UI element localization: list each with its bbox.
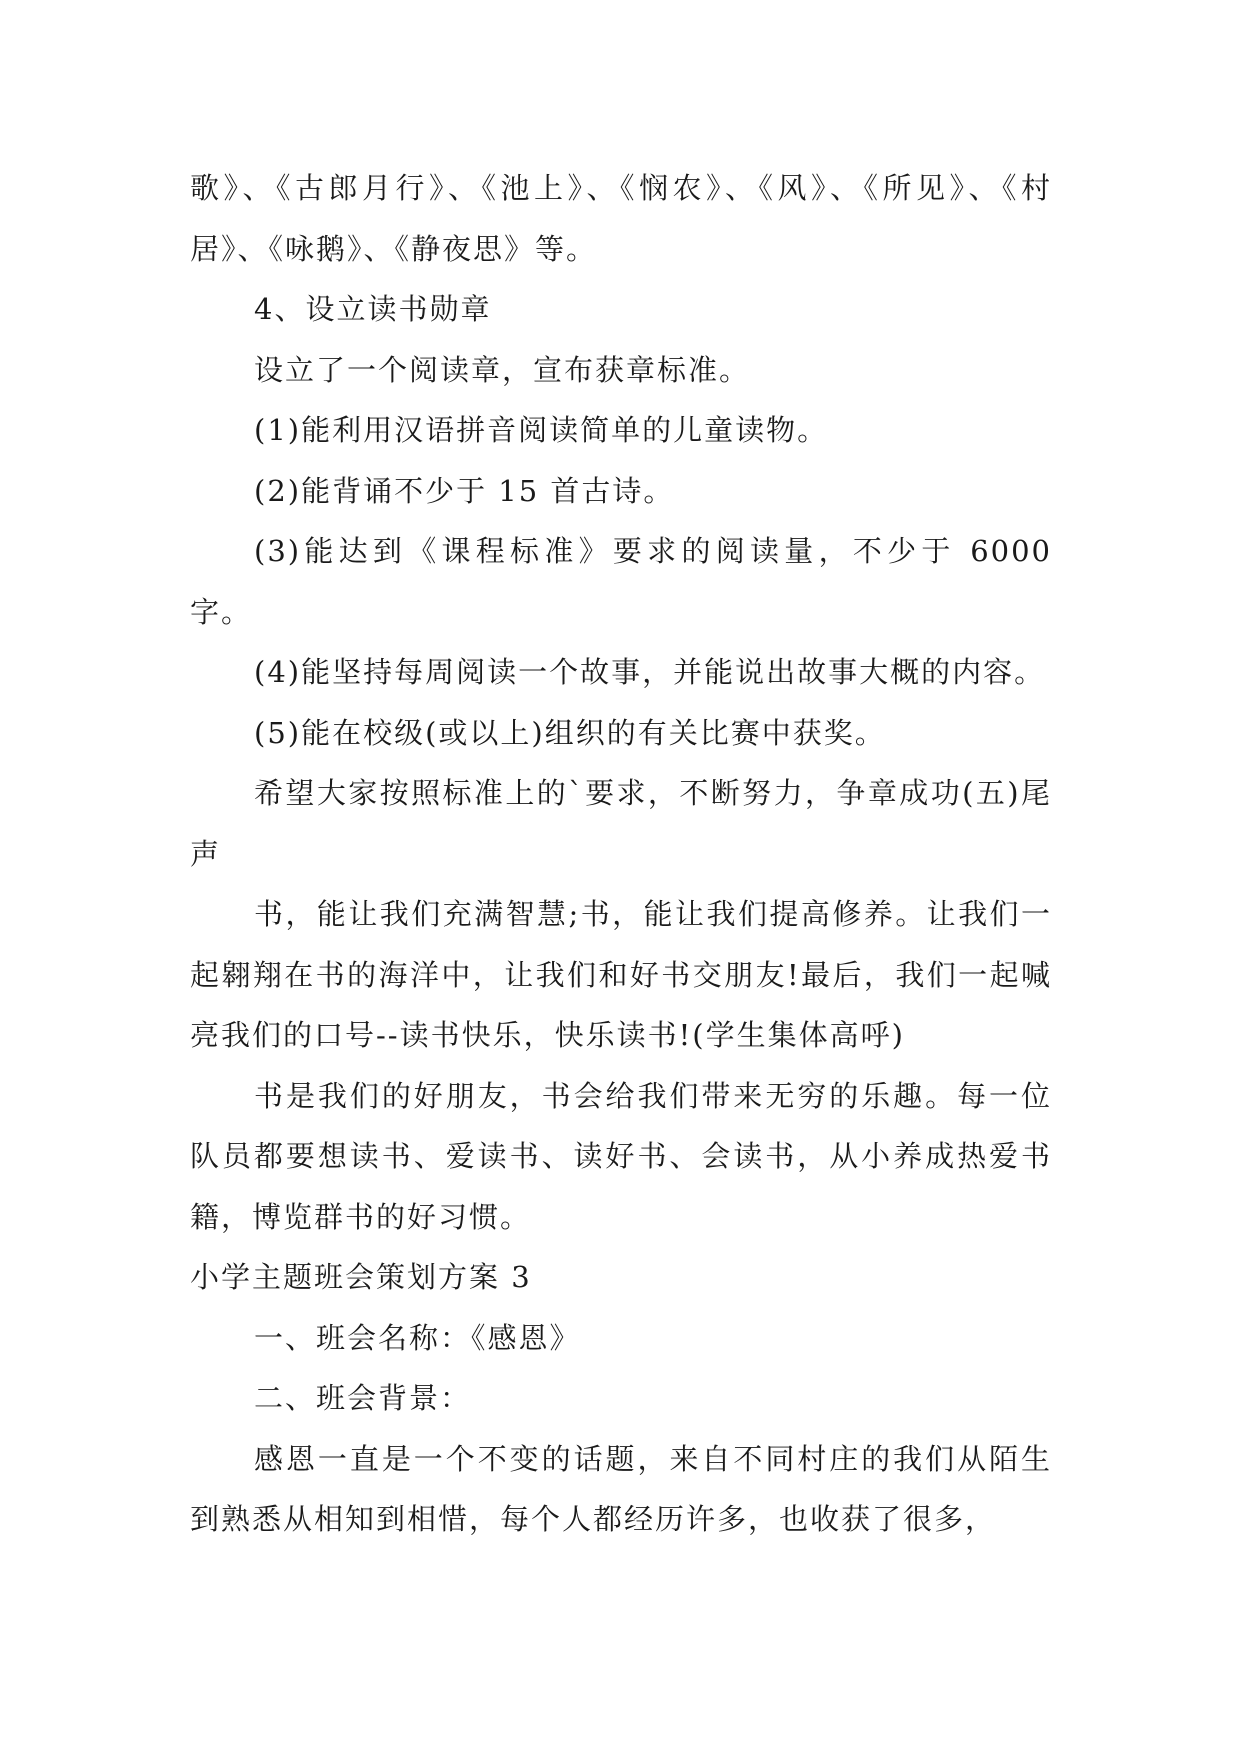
paragraph: 设立了一个阅读章，宣布获章标准。	[254, 352, 751, 387]
document-body	[190, 158, 1052, 1550]
section-heading: 4、设立读书勋章	[254, 292, 492, 326]
list-item: (5)能在校级(或以上)组织的有关比赛中获奖。	[254, 715, 886, 750]
section-heading: 一、班会名称：《感恩》	[254, 1320, 581, 1355]
paragraph: 书是我们的好朋友，书会给我们带来无穷的乐趣。每一位队员都要想读书、爱读书、读好书、会读书，从小养成热爱书籍，博览群书的好习惯。	[190, 1078, 1052, 1234]
section-title: 小学主题班会策划方案 3	[190, 1260, 532, 1294]
paragraph: 书，能让我们充满智慧;书，能让我们提高修养。让我们一起翱翔在书的海洋中，让我们和好书交朋友!最后，我们一起喊亮我们的口号--读书快乐，快乐读书!(学生集体高呼)	[190, 897, 1052, 1052]
paragraph: 感恩一直是一个不变的话题，来自不同村庄的我们从陌生到熟悉从相知到相惜，每个人都经历许多，也收获了很多，	[190, 1441, 1052, 1536]
list-item: (2)能背诵不少于 15 首古诗。	[254, 473, 675, 508]
list-item: (3)能达到《课程标准》要求的阅读量，不少于 6000 字。	[190, 534, 1052, 629]
paragraph: 希望大家按照标准上的`要求，不断努力，争章成功(五)尾声	[190, 776, 1052, 871]
section-heading: 二、班会背景：	[254, 1381, 472, 1415]
list-item: (4)能坚持每周阅读一个故事，并能说出故事大概的内容。	[254, 655, 1046, 689]
list-item: (1)能利用汉语拼音阅读简单的儿童读物。	[254, 413, 829, 447]
paragraph: 歌》、《古郎月行》、《池上》、《悯农》、《风》、《所见》、《村居》、《咏鹅》、《静夜思》等。	[190, 171, 1052, 266]
